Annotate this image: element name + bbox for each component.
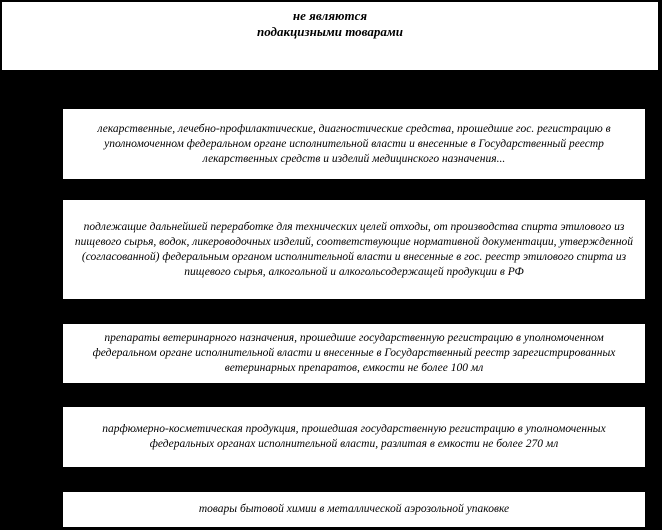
header-box	[1, 1, 659, 71]
item-box-medicines	[62, 108, 646, 180]
item-text: парфюмерно-косметическая продукция, прошедшая государственную регистрацию в уполномоченных федеральных органах исполнительной власти, разлитая в емкости не более 270 мл	[102, 423, 606, 450]
item-text: препараты ветеринарного назначения, прошедшие государственную регистрацию в уполномоченном федеральном органе исполнительной власти и внесенные в Государственный реестр зарегистрированных ветеринарных препаратов, емкости не более 100 мл	[92, 332, 616, 374]
item-text: подлежащие дальнейшей переработке для технических целей отходы, от производства спирта этилового из пищевого сырья, водок, ликероводочных изделий, соответствующие нормативной документации, утвержденной (согласованной) федеральным органом исполнительной власти и внесенные в гос. реестр этилового спирта из пищевого сырья, алкогольной и алкогольсодержащей продукции в РФ	[74, 220, 634, 278]
item-box-household-chemicals	[62, 491, 646, 528]
header-title-line-1: не являются	[292, 8, 368, 23]
item-box-veterinary	[62, 323, 646, 384]
item-box-perfumery	[62, 406, 646, 468]
item-text: товары бытовой химии в металлической аэрозольной упаковке	[198, 503, 510, 515]
header-title-line-2: подакцизными товарами	[256, 24, 404, 39]
item-box-waste	[62, 199, 646, 300]
item-text: лекарственные, лечебно-профилактические, диагностические средства, прошедшие гос. регистрацию в уполномоченном федеральном органе исполнительной власти и внесенные в Государственный реестр лекарственных средств и изделий медицинского назначения...	[97, 122, 611, 165]
